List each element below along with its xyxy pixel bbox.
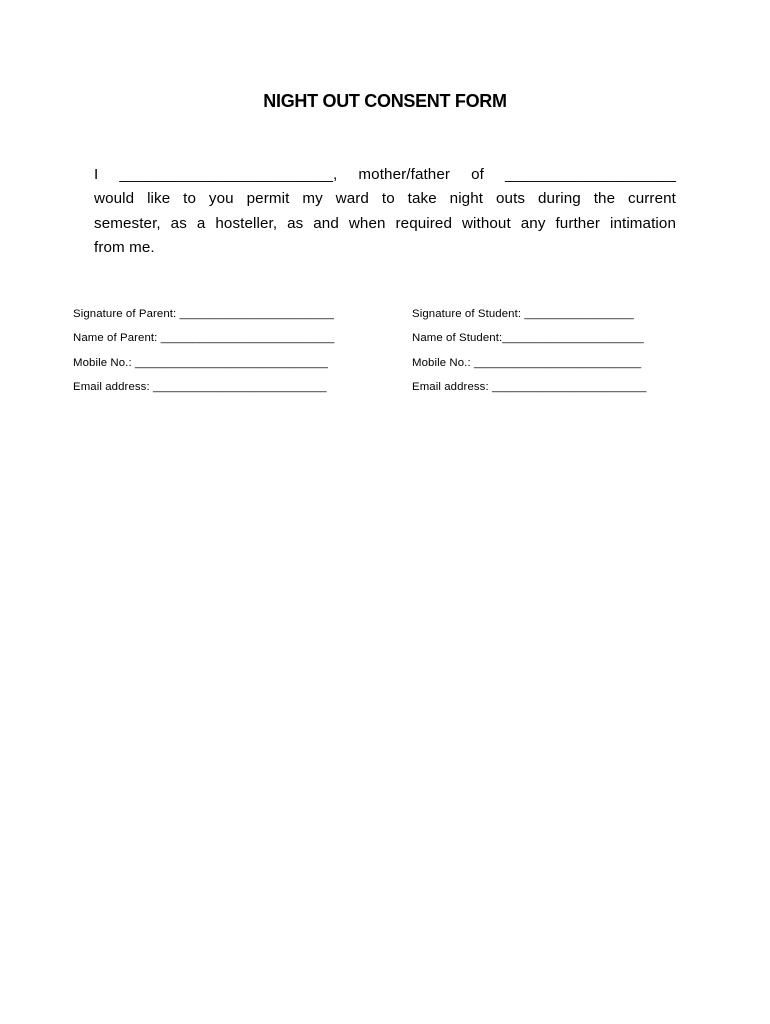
- student-mobile-field: Mobile No.: __________________________: [412, 357, 642, 369]
- student-signature-field: Signature of Student: _________________: [412, 308, 634, 320]
- form-title: NIGHT OUT CONSENT FORM: [263, 91, 507, 111]
- parent-signature-field: Signature of Parent: ________________________: [73, 308, 335, 320]
- paragraph-line-1: I _________________________, mother/father of ____________________: [94, 166, 676, 183]
- student-name-field: Name of Student:______________________: [412, 332, 644, 344]
- parent-mobile-field: Mobile No.: ______________________________: [73, 357, 329, 369]
- paragraph-line-3: semester, as a hosteller, as and when required without any further intimation: [94, 214, 676, 232]
- parent-name-field: Name of Parent: ___________________________: [73, 332, 335, 344]
- parent-email-field: Email address: ___________________________: [73, 381, 327, 393]
- student-email-field: Email address: ________________________: [412, 381, 647, 393]
- consent-paragraph: [94, 163, 676, 260]
- paragraph-line-4: from me.: [94, 238, 155, 256]
- paragraph-line-2: would like to you permit my ward to take night outs during the current: [94, 190, 676, 208]
